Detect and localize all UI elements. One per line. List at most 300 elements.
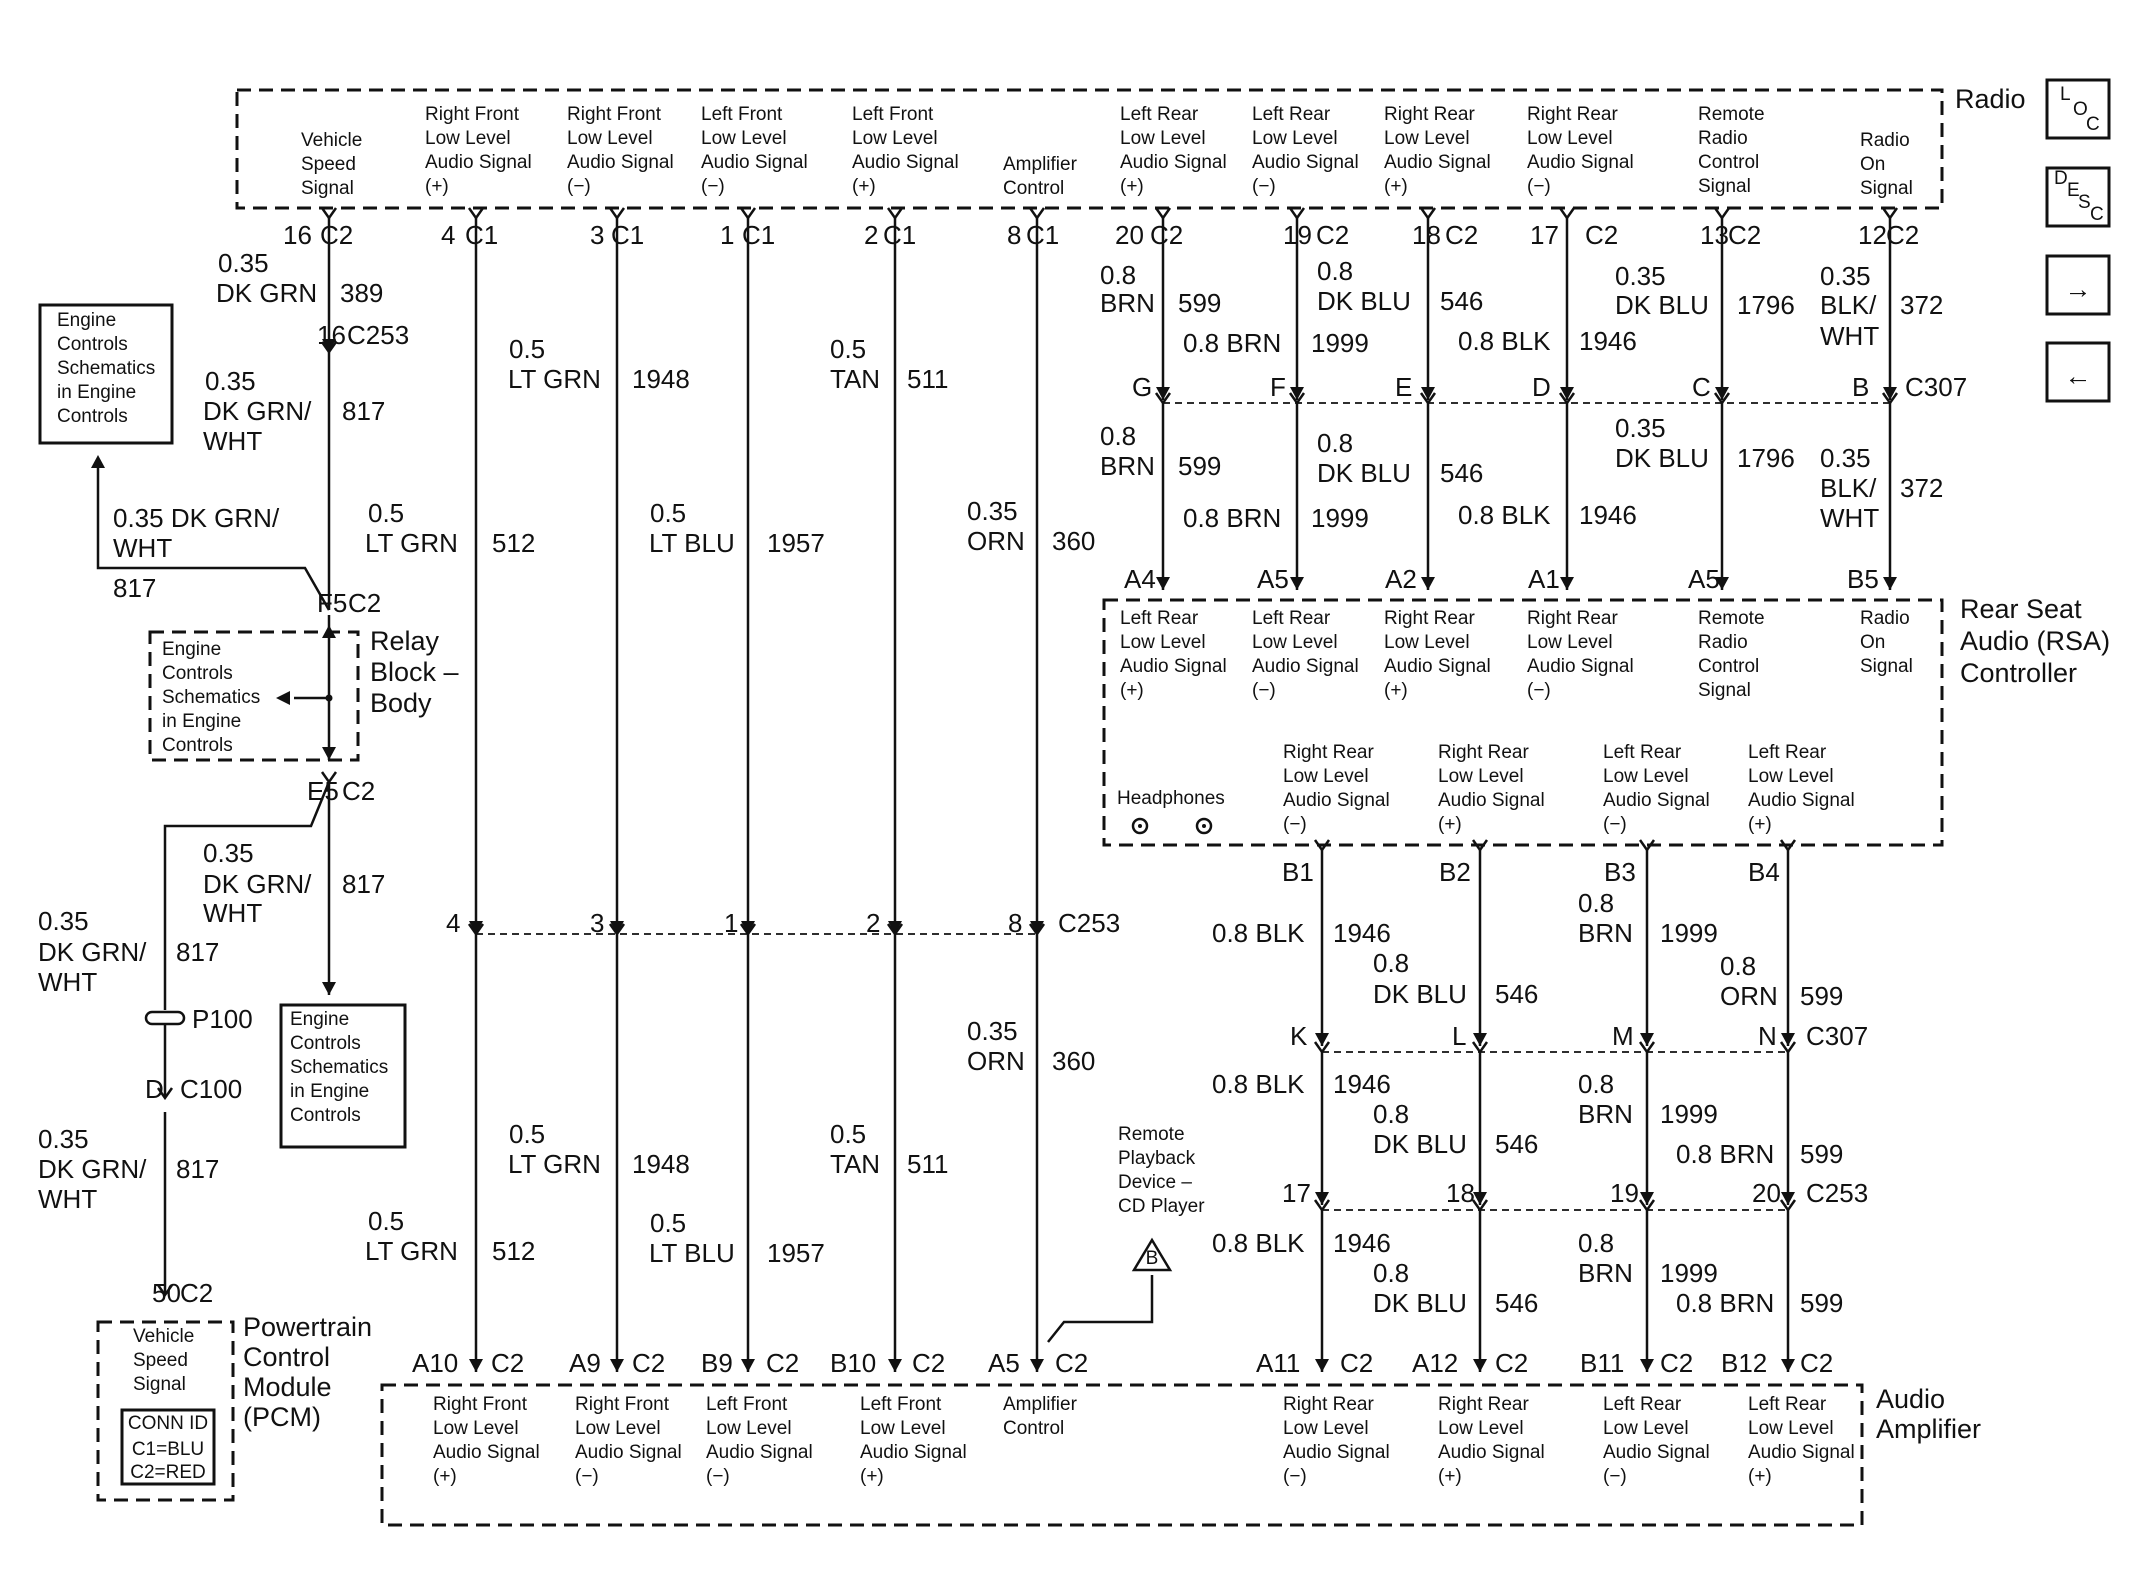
engine-ref-label: Engine (162, 639, 222, 660)
engine-ref-label: Controls (290, 1033, 361, 1054)
wire-label: 1946 (1333, 918, 1391, 948)
rsa-pin-label: (−) (1603, 814, 1627, 835)
headphone-jack-icon (1138, 824, 1142, 828)
pcm-pin-label: Signal (133, 1374, 186, 1395)
engine-ref-label: Engine (290, 1009, 350, 1030)
wire-label: A12 (1412, 1348, 1459, 1378)
wire-label: C2 (1585, 220, 1619, 250)
wire-label: A5 (1257, 564, 1289, 594)
remote-playback-label: CD Player (1118, 1196, 1205, 1217)
rsa-pin-label: Right Rear (1384, 608, 1475, 629)
wire-label: 1 (724, 908, 739, 938)
engine-ref-label: Controls (290, 1105, 361, 1126)
desc-button-label: E (2067, 180, 2080, 201)
conn-id-c1: C1=BLU (131, 1439, 205, 1460)
radio-pin-label: Amplifier (1003, 154, 1077, 175)
wire-label: 0.8 BLK (1212, 918, 1305, 948)
wire-label: DK GRN (216, 278, 318, 308)
wire-label: 360 (1052, 526, 1096, 556)
rsa-pin-label: Low Level (1603, 766, 1689, 787)
wire-label: M (1612, 1021, 1634, 1051)
wire-label: 0.8 BLK (1458, 326, 1551, 356)
wire-label: 389 (340, 278, 384, 308)
rsa-pin-label: Right Rear (1283, 742, 1374, 763)
wire-label: 360 (1052, 1046, 1096, 1076)
wire-label: 0.5 (830, 1119, 867, 1149)
radio-pin-label: Control (1003, 178, 1065, 199)
arrow-head (1030, 1359, 1044, 1372)
wire-label: 0.35 DK GRN/ (113, 503, 280, 533)
wire-label: C2 (348, 588, 382, 618)
radio-pin-label: Signal (1698, 176, 1751, 197)
amplifier-pin-label: Left Front (860, 1394, 942, 1415)
engine-ref-label: Schematics (162, 687, 261, 708)
engine-ref-label: in Engine (162, 711, 242, 732)
radio-pin-label: Low Level (701, 128, 787, 149)
headphones-label: Headphones (1117, 788, 1225, 809)
amplifier-pin-label: (+) (433, 1466, 457, 1487)
relay-block-title: Body (370, 688, 432, 718)
engine-ref-label: Engine (57, 310, 117, 331)
amplifier-title: Audio (1876, 1384, 1946, 1414)
wire-label: WHT (113, 533, 173, 563)
wire-label: 1796 (1737, 290, 1795, 320)
remote-playback-label: Playback (1118, 1148, 1196, 1169)
wire-label: WHT (203, 426, 263, 456)
radio-pin-label: Audio Signal (567, 152, 674, 173)
arrow-head (1290, 577, 1304, 590)
radio-pin-label: Audio Signal (1120, 152, 1227, 173)
wire-label: A4 (1124, 564, 1156, 594)
wire-label: 0.35 (1615, 413, 1666, 443)
arrow-head (888, 1359, 902, 1372)
pcm-title: Powertrain (243, 1312, 373, 1342)
amplifier-pin-label: Low Level (1438, 1418, 1524, 1439)
rsa-pin-label: Left Rear (1748, 742, 1827, 763)
amplifier-pin-label: Right Rear (1283, 1394, 1374, 1415)
wire-label: BLK/ (1820, 473, 1877, 503)
rsa-pin-label: Radio (1698, 632, 1748, 653)
radio-pin-label: (−) (1252, 176, 1276, 197)
loc-button-label: L (2060, 84, 2071, 105)
radio-pin-label: Control (1698, 152, 1760, 173)
wire-label: BRN (1100, 451, 1155, 481)
wire-label: 0.5 (830, 334, 867, 364)
amplifier-pin-label: Low Level (433, 1418, 519, 1439)
amplifier-pin-label: Low Level (1748, 1418, 1834, 1439)
splice-pack-p100 (146, 1012, 184, 1024)
radio-pin-label: Left Rear (1252, 104, 1331, 125)
rsa-pin-label: (−) (1252, 680, 1276, 701)
wire-label: 1796 (1737, 443, 1795, 473)
wire-label: DK BLU (1373, 1288, 1467, 1318)
rsa-pin-label: (+) (1748, 814, 1772, 835)
engine-ref-label: in Engine (57, 382, 137, 403)
wire-label: C2 (766, 1348, 800, 1378)
arrow-head (1883, 577, 1897, 590)
rsa-pin-label: Signal (1860, 656, 1913, 677)
wire-label: 546 (1440, 286, 1484, 316)
wire-label: WHT (203, 898, 263, 928)
radio-pin-label: Low Level (425, 128, 511, 149)
arrow-head (322, 747, 336, 760)
wire-label: 0.8 (1578, 888, 1615, 918)
wire-label: 0.5 (509, 334, 546, 364)
wire-label: TAN (830, 1149, 881, 1179)
wire-label: 0.8 BRN (1183, 503, 1282, 533)
wire-label: DK BLU (1373, 979, 1467, 1009)
amplifier-pin-label: Low Level (1603, 1418, 1689, 1439)
wire-label: 19 (1283, 220, 1312, 250)
wire-label: C2 (491, 1348, 525, 1378)
wire-label: LT GRN (365, 1236, 458, 1266)
wire-label: 4 (441, 220, 456, 250)
arrow-head (1473, 1359, 1487, 1372)
pcm-pin-label: Vehicle (133, 1326, 195, 1347)
amplifier-pin-label: (−) (575, 1466, 599, 1487)
wire-label: 817 (176, 937, 220, 967)
wire-label: A1 (1528, 564, 1560, 594)
arrow-head (1315, 1359, 1329, 1372)
wire-label: C253 (1806, 1178, 1869, 1208)
radio-pin-label: Audio Signal (701, 152, 808, 173)
arrow-head (469, 1359, 483, 1372)
wire-label: C2 (1316, 220, 1350, 250)
radio-pin-label: (+) (1384, 176, 1408, 197)
radio-pin-label: Audio Signal (852, 152, 959, 173)
loc-button-label: O (2073, 99, 2088, 120)
rsa-pin-label: Radio (1860, 608, 1910, 629)
wire-label: 0.5 (650, 498, 687, 528)
wire-label: 3 (590, 908, 605, 938)
wire-label: LT GRN (508, 1149, 601, 1179)
wire-label: A5 (988, 1348, 1020, 1378)
wire-label: 0.8 (1373, 1099, 1410, 1129)
wire-label: 18 (1446, 1178, 1475, 1208)
rsa-pin-label: Audio Signal (1120, 656, 1227, 677)
rsa-pin-label: Audio Signal (1438, 790, 1545, 811)
wire-label: B11 (1580, 1348, 1625, 1378)
wire-label: 372 (1900, 473, 1944, 503)
wire-label: C100 (180, 1074, 243, 1104)
wire-label: 1948 (632, 364, 690, 394)
amplifier-pin-label: Low Level (860, 1418, 946, 1439)
radio-pin-label: Radio (1698, 128, 1748, 149)
rsa-pin-label: Low Level (1527, 632, 1613, 653)
radio-pin-label: (−) (1527, 176, 1551, 197)
rsa-pin-label: (+) (1120, 680, 1144, 701)
wire-label: 0.5 (650, 1208, 687, 1238)
wire-label: 0.35 (205, 366, 256, 396)
desc-button-label: D (2054, 168, 2068, 189)
conn-id-c2: C2=RED (130, 1462, 206, 1483)
amplifier-pin-label: Audio Signal (706, 1442, 813, 1463)
wire-label: 1999 (1660, 1099, 1718, 1129)
wire-label: 0.8 BRN (1183, 328, 1282, 358)
wire-label: 512 (492, 528, 536, 558)
wire-label: C2 (632, 1348, 666, 1378)
headphone-jack-icon (1202, 824, 1206, 828)
wire-label: C253 (1058, 908, 1121, 938)
rsa-pin-label: On (1860, 632, 1886, 653)
wire-label: BLK/ (1820, 290, 1877, 320)
wire-label: B3 (1604, 857, 1636, 887)
wire-label: 0.8 BRN (1676, 1288, 1775, 1318)
wire-label: 511 (907, 364, 949, 394)
wire-label: 16 (283, 220, 312, 250)
wire-label: F (1270, 372, 1286, 402)
wire-label: 546 (1495, 1129, 1539, 1159)
rsa-pin-label: (−) (1527, 680, 1551, 701)
wire-label: 372 (1900, 290, 1944, 320)
wire-label: 0.8 (1100, 260, 1137, 290)
rsa-pin-label: Right Rear (1438, 742, 1529, 763)
wire-label: C2 (1340, 1348, 1374, 1378)
arrow-head (91, 455, 105, 468)
wire-label: 0.35 (967, 1016, 1018, 1046)
radio-pin-label: Low Level (567, 128, 653, 149)
wire-label: BRN (1578, 918, 1633, 948)
rsa-title: Audio (RSA) (1960, 626, 2111, 656)
relay-block-title: Relay (370, 626, 440, 656)
radio-pin-label: Signal (1860, 178, 1913, 199)
wire-label: WHT (1820, 503, 1880, 533)
rsa-pin-label: Low Level (1438, 766, 1524, 787)
wire-label: WHT (38, 967, 98, 997)
wire-label: A9 (569, 1348, 601, 1378)
radio-pin-label: Right Rear (1384, 104, 1475, 125)
pcm-pin-label: Speed (133, 1350, 188, 1371)
wire-label: DK BLU (1373, 1129, 1467, 1159)
wire-label: 20 (1752, 1178, 1781, 1208)
amplifier-pin-label: Right Front (575, 1394, 669, 1415)
wire-label: 0.8 BLK (1458, 500, 1551, 530)
amplifier-pin-label: Right Front (433, 1394, 527, 1415)
text-layer (38, 84, 2110, 1487)
wire-label: DK GRN/ (38, 937, 147, 967)
wire-label: 1946 (1333, 1069, 1391, 1099)
wire-label: C2 (1495, 1348, 1529, 1378)
radio-pin-label: (−) (701, 176, 725, 197)
arrow-head (741, 1359, 755, 1372)
wire-label: 546 (1440, 458, 1484, 488)
wire-label: DK GRN/ (203, 396, 312, 426)
rsa-pin-label: Control (1698, 656, 1760, 677)
wire-label: ORN (1720, 981, 1778, 1011)
wire-label: C1 (611, 220, 645, 250)
wire-label: TAN (830, 364, 881, 394)
rsa-pin-label: Left Rear (1120, 608, 1199, 629)
amplifier-pin-label: Audio Signal (433, 1442, 540, 1463)
wire-label: 0.8 (1373, 948, 1410, 978)
wire-label: C253 (347, 320, 410, 350)
wire-label: 0.8 (1317, 428, 1354, 458)
amplifier-pin-label: Control (1003, 1418, 1065, 1439)
wire-label: A11 (1256, 1348, 1301, 1378)
radio-pin-label: Low Level (1120, 128, 1206, 149)
rsa-pin-label: Low Level (1384, 632, 1470, 653)
amplifier-pin-label: Audio Signal (1438, 1442, 1545, 1463)
rsa-title: Controller (1960, 658, 2078, 688)
wire-label: B9 (701, 1348, 733, 1378)
rsa-pin-label: Audio Signal (1603, 790, 1710, 811)
wire-label: DK BLU (1317, 458, 1411, 488)
wire-label: C307 (1806, 1021, 1869, 1051)
rsa-pin-label: Audio Signal (1252, 656, 1359, 677)
radio-pin-label: (+) (1120, 176, 1144, 197)
radio-title: Radio (1955, 84, 2026, 114)
wire-label: 1957 (767, 1238, 825, 1268)
wire-label: 3 (590, 220, 605, 250)
radio-pin-label: Signal (301, 178, 354, 199)
wire-label: LT GRN (508, 364, 601, 394)
rsa-pin-label: Audio Signal (1527, 656, 1634, 677)
wire-label: 0.8 (1578, 1069, 1615, 1099)
wire-label: C2 (1445, 220, 1479, 250)
wire-label: 17 (1530, 220, 1559, 250)
amplifier-pin-label: Low Level (1283, 1418, 1369, 1439)
arrow-head (1156, 577, 1170, 590)
amplifier-pin-label: Audio Signal (575, 1442, 682, 1463)
wire-label: 599 (1800, 981, 1844, 1011)
amplifier-title: Amplifier (1876, 1414, 1982, 1444)
wire-label: 0.35 (1615, 261, 1666, 291)
wire-label: C1 (742, 220, 776, 250)
wire-label: DK GRN/ (38, 1154, 147, 1184)
wire-label: 1999 (1660, 918, 1718, 948)
wire-label: K (1290, 1021, 1308, 1051)
wire-label: C2 (1886, 220, 1920, 250)
wire-label: 16 (317, 320, 346, 350)
radio-pin-label: (+) (852, 176, 876, 197)
wire-label: 0.35 (203, 838, 254, 868)
wire-label: 599 (1800, 1139, 1844, 1169)
wire-label: F5 (317, 588, 348, 618)
wire-label: D (1532, 372, 1551, 402)
wire-label: 0.35 (218, 248, 269, 278)
wire-label: A10 (412, 1348, 459, 1378)
wire-label: 12 (1858, 220, 1887, 250)
wire-label: LT BLU (649, 528, 735, 558)
wire-label: 0.8 (1720, 951, 1757, 981)
wire-label: 17 (1282, 1178, 1311, 1208)
wire-label: 0.35 (1820, 261, 1871, 291)
amplifier-pin-label: Right Rear (1438, 1394, 1529, 1415)
wire-label: 817 (176, 1154, 220, 1184)
wire-label: 1999 (1311, 328, 1369, 358)
wire-label: DK BLU (1615, 290, 1709, 320)
wire-label: E5 (307, 776, 339, 806)
wire-label: 20 (1115, 220, 1144, 250)
wire-label: 1999 (1311, 503, 1369, 533)
rsa-pin-label: Low Level (1283, 766, 1369, 787)
next-arrow-icon: → (2064, 274, 2092, 304)
rsa-title: Rear Seat (1960, 594, 2082, 624)
radio-pin-label: Audio Signal (1527, 152, 1634, 173)
wire-label: B12 (1721, 1348, 1768, 1378)
wire-label: 546 (1495, 979, 1539, 1009)
amplifier-pin-label: (−) (1603, 1466, 1627, 1487)
wire-label: C2 (320, 220, 354, 250)
wire-label: C1 (883, 220, 917, 250)
rsa-pin-label: Right Rear (1527, 608, 1618, 629)
wire (1048, 1275, 1152, 1342)
arrow-head (1640, 1359, 1654, 1372)
rsa-pin-label: Low Level (1748, 766, 1834, 787)
wire-label: 817 (342, 396, 386, 426)
wire-label: 19 (1610, 1178, 1639, 1208)
amplifier-pin-label: (−) (706, 1466, 730, 1487)
wire-label: 1946 (1579, 500, 1637, 530)
radio-pin-label: Right Front (567, 104, 661, 125)
rsa-pin-label: Audio Signal (1384, 656, 1491, 677)
wire-label: 4 (446, 908, 461, 938)
amplifier-pin-label: Low Level (575, 1418, 661, 1439)
wire-label: C2 (1055, 1348, 1089, 1378)
arrow-head (276, 691, 290, 705)
wire-label: C2 (1728, 220, 1762, 250)
wire-label: 599 (1800, 1288, 1844, 1318)
radio-pin-label: Left Rear (1120, 104, 1199, 125)
arrow-head (322, 982, 336, 995)
amplifier-pin-label: Audio Signal (1283, 1442, 1390, 1463)
wire-label: DK BLU (1615, 443, 1709, 473)
wire-label: 512 (492, 1236, 536, 1266)
amplifier-pin-label: (+) (1438, 1466, 1462, 1487)
rsa-pin-label: Low Level (1120, 632, 1206, 653)
wire-label: C2 (180, 1278, 214, 1308)
wire-label: 0.8 (1317, 256, 1354, 286)
wire-label: 8 (1008, 908, 1023, 938)
radio-pin-label: Audio Signal (1384, 152, 1491, 173)
wire-label: B2 (1439, 857, 1471, 887)
wire-label: 546 (1495, 1288, 1539, 1318)
wire-label: WHT (1820, 321, 1880, 351)
wire-label: 0.35 (1820, 443, 1871, 473)
rsa-pin-label: Left Rear (1252, 608, 1331, 629)
wire-label: BRN (1100, 288, 1155, 318)
wire-label: D (145, 1074, 164, 1104)
pcm-title: Control (243, 1342, 331, 1372)
loc-button-label: C (2086, 114, 2100, 135)
wire-label: 1999 (1660, 1258, 1718, 1288)
radio-pin-label: Radio (1860, 130, 1910, 151)
wire-label: 18 (1412, 220, 1441, 250)
wire-label: 0.8 BLK (1212, 1228, 1305, 1258)
engine-ref-label: Schematics (290, 1057, 389, 1078)
wire-label: DK GRN/ (203, 869, 312, 899)
wire-label: C2 (1660, 1348, 1694, 1378)
wire-label: 817 (113, 573, 157, 603)
amplifier-pin-label: Audio Signal (1748, 1442, 1855, 1463)
wire-label: 599 (1178, 288, 1222, 318)
wire-label: 0.5 (368, 1206, 405, 1236)
wire-label: A2 (1385, 564, 1417, 594)
wire-label: ORN (967, 526, 1025, 556)
remote-playback-label: Remote (1118, 1124, 1185, 1145)
wire-label: 0.8 BLK (1212, 1069, 1305, 1099)
amplifier-pin-label: Amplifier (1003, 1394, 1077, 1415)
wire-label: C1 (465, 220, 499, 250)
radio-pin-label: On (1860, 154, 1886, 175)
desc-button-label: C (2090, 204, 2104, 225)
rsa-pin-label: (+) (1384, 680, 1408, 701)
wire-label: ORN (967, 1046, 1025, 1076)
wire-label: 0.35 (38, 1124, 89, 1154)
wire-label: 13 (1700, 220, 1729, 250)
amplifier-pin-label: Audio Signal (860, 1442, 967, 1463)
radio-pin-label: Right Rear (1527, 104, 1618, 125)
